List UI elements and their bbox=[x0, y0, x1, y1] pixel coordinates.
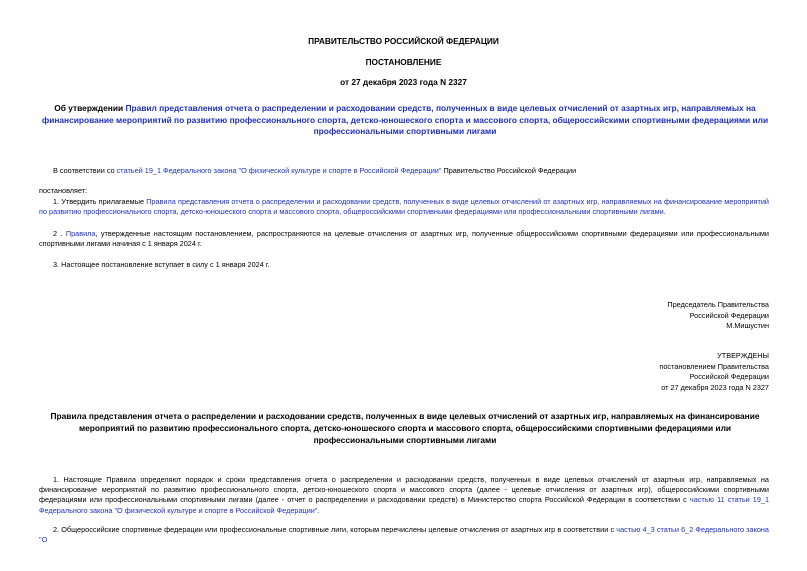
preamble-text: В соответствии со bbox=[53, 166, 117, 175]
document-date: от 27 декабря 2023 года N 2327 bbox=[340, 77, 467, 87]
item-1-text: 1. Утвердить прилагаемые bbox=[53, 197, 147, 206]
rule-1 bbox=[39, 475, 769, 516]
rule-2 bbox=[39, 525, 769, 545]
rule-2-text: 2. Общероссийские спортивные федерации или профессиональные спортивные лиги, которым перечислены целевые отчисления от азартных игр в соответствии с bbox=[53, 525, 617, 534]
document-title bbox=[40, 103, 770, 138]
preamble bbox=[39, 166, 769, 176]
item-3: 3. Настоящее постановление вступает в силу с 1 января 2024 г. bbox=[53, 260, 270, 269]
signature-line-2: Российской Федерации bbox=[689, 310, 769, 320]
approval-line-3: Российской Федерации bbox=[689, 372, 769, 382]
signature-block bbox=[667, 300, 769, 332]
rule-1-law-link[interactable]: частью 11 статьи 19_1 Федерального закона "О физической культуре и спорте в Российской Федерации" bbox=[39, 495, 769, 515]
item-2 bbox=[39, 229, 769, 249]
decides-text: постановляет: bbox=[39, 186, 88, 195]
signature-name: М.Мишустин bbox=[726, 321, 769, 331]
rules-title: Правила представления отчета о распределении и расходовании средств, полученных в виде целевых отчислений от азартных игр, направляемых на финансирование мероприятий по развитию профессионального спорта, детско-юношеского спорта и массового спорта, общероссийскими спортивными федерациями или профессиональными спортивными лигами bbox=[50, 411, 760, 445]
approval-line-4: от 27 декабря 2023 года N 2327 bbox=[661, 382, 769, 392]
rule-1-end: . bbox=[317, 505, 320, 515]
approval-block bbox=[659, 351, 769, 393]
government-heading: ПРАВИТЕЛЬСТВО РОССИЙСКОЙ ФЕДЕРАЦИИ bbox=[308, 36, 499, 46]
item-2-prefix: 2 . bbox=[53, 229, 66, 238]
item-2-rules-link[interactable]: Правила bbox=[65, 229, 96, 238]
item-1-rules-link[interactable]: Правила представления отчета о распределении и расходовании средств, полученных в виде целевых отчислений от азартных игр, направляемых на финансирование мероприятий по развитию профессионального спорта, детско-юношеского спорта и массового спорта, общероссийскими спортивными федерациями или профессиональными спортивными лигами. bbox=[39, 197, 769, 217]
document-type: ПОСТАНОВЛЕНИЕ bbox=[365, 57, 442, 67]
preamble-text-end: Правительство Российской Федерации bbox=[441, 166, 577, 175]
rule-2-part-link[interactable]: частью 4_3 статьи 6_2 bbox=[616, 525, 694, 534]
law-article-link[interactable]: статьей 19_1 Федерального закона "О физической культуре и спорте в Российской Федерации" bbox=[116, 166, 442, 175]
title-rules-link[interactable]: Правил представления отчета о распределении и расходовании средств, полученных в виде целевых отчислений от азартных игр, направляемых на финансирование мероприятий по развитию профессионального спорта, детско-юношеского спорта и массового спорта, общероссийскими спортивными федерациями или профессиональными спортивными лигами bbox=[41, 103, 769, 137]
approval-line-1: УТВЕРЖДЕНЫ bbox=[717, 351, 769, 360]
rule-1-text: 1. Настоящие Правила определяют порядок и сроки представления отчета о распределении и расходовании средств, полученных в виде целевых отчислений от азартных игр, направляемых на финансирование мероприятий по развитию профессионального спорта, детско-юношеского спорта и массового спорта (далее - целевые отчисления от азартных игр), общероссийскими спортивными федерациями или профессиональными спортивными лигами (далее - отчет о распределении и расходовании средств) в Министерство спорта Российской Федерации в соответствии с bbox=[39, 475, 769, 505]
signature-line-1: Председатель Правительства bbox=[667, 300, 769, 309]
approval-line-2: постановлением Правительства bbox=[659, 361, 769, 371]
rule-2-law-link[interactable]: Федерального закона "О bbox=[39, 525, 769, 545]
title-prefix: Об утверждении bbox=[54, 103, 126, 113]
item-2-text: , утвержденные настоящим постановлением, распространяются на целевые отчисления от азартных игр, полученные общероссийскими спортивными федерациями или профессиональными спортивными лигами начиная с 1 января 2024 г. bbox=[39, 229, 769, 249]
item-1 bbox=[39, 197, 769, 217]
